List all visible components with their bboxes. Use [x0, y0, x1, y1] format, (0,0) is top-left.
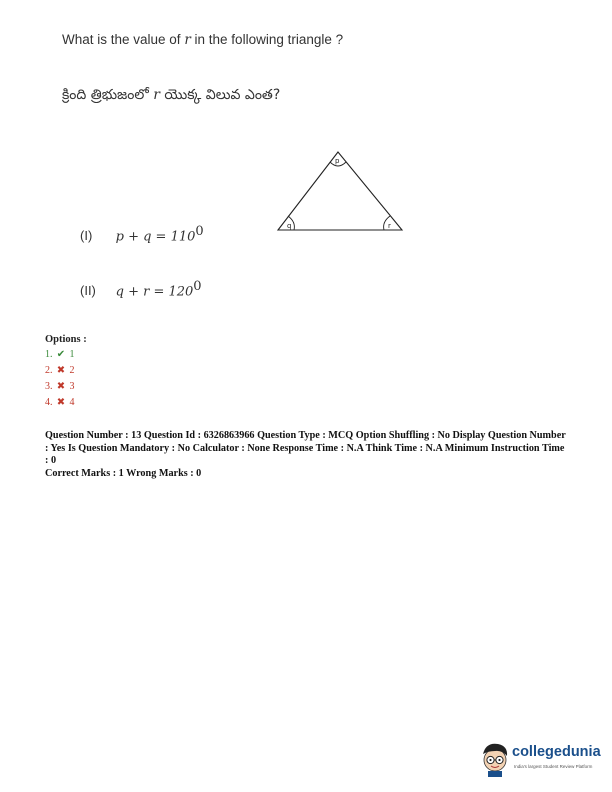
vertex-label-r: r	[388, 222, 391, 230]
metadata-marks: Correct Marks : 1 Wrong Marks : 0	[45, 467, 202, 479]
question-telugu: క్రింది త్రిభుజంలో r యొక్క విలువ ఎంత?	[62, 87, 281, 103]
vertex-label-q: q	[287, 222, 292, 230]
collegedunia-logo	[478, 740, 603, 780]
statement-2: (II) $q + r = 120^0$	[80, 279, 202, 300]
vertex-label-p: p	[335, 157, 340, 165]
mascot-icon	[478, 740, 512, 778]
statement-1: (I) $p + q = 110^0$	[80, 224, 204, 245]
variable-r: r	[184, 32, 191, 48]
option-2: 2. ✖ 2	[45, 365, 75, 376]
check-icon: ✔	[56, 349, 66, 360]
option-4: 4. ✖ 4	[45, 397, 75, 408]
options-title: Options :	[45, 334, 87, 345]
question-metadata	[45, 430, 570, 480]
option-3: 3. ✖ 3	[45, 381, 75, 392]
brand-name: collegedunia	[512, 744, 601, 760]
triangle-figure	[276, 148, 406, 238]
question-english: What is the value of r in the following triangle ?	[62, 32, 344, 48]
cross-icon: ✖	[56, 365, 66, 376]
option-1: 1. ✔ 1	[45, 349, 75, 360]
variable-r-telugu: r	[153, 87, 160, 103]
cross-icon: ✖	[56, 381, 66, 392]
brand-tagline: India's largest Student Review Platform	[514, 764, 593, 769]
metadata-details: Question Number : 13 Question Id : 6326863966 Question Type : MCQ Option Shuffling : No Display Question Number : Yes Is Question Mandatory : No Calculator : None Response Time : N.A Think Time : N.A Minimum Instruction Time : 0	[45, 430, 566, 466]
triangle-shape	[278, 152, 402, 230]
cross-icon: ✖	[56, 397, 66, 408]
